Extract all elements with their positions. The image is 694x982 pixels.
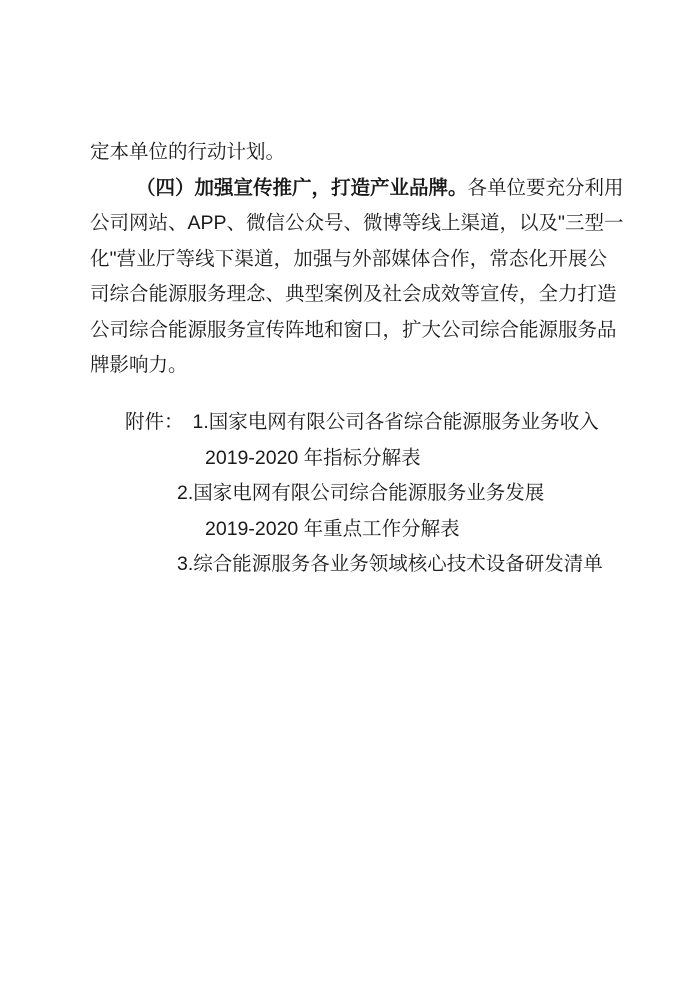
attachment-row — [125, 405, 650, 441]
attachments-block — [90, 405, 650, 583]
paragraph-trailing-line: 定本单位的行动计划。 — [90, 141, 286, 163]
paragraph-last-line: 牌影响力。 — [90, 354, 188, 376]
attachment-item-continuation: 2019-2020 年指标分解表 — [205, 446, 421, 469]
attachment-item-title: 2.国家电网有限公司综合能源服务业务发展 — [177, 482, 545, 504]
attachment-item-title: 3.综合能源服务各业务领域核心技术设备研发清单 — [177, 553, 603, 575]
attachment-item-title: 1.国家电网有限公司各省综合能源服务业务收入 — [192, 411, 599, 433]
section-heading-bold: （四）加强宣传推广，打造产业品牌。 — [136, 176, 468, 199]
section-heading-rest: 各单位要充分利用 — [467, 176, 624, 199]
attachment-item-continuation: 2019-2020 年重点工作分解表 — [205, 517, 460, 540]
paragraph-line: 司综合能源服务理念、典型案例及社会成效等宣传，全力打造 — [90, 283, 617, 305]
paragraph-line: 公司综合能源服务宣传阵地和窗口，扩大公司综合能源服务品 — [90, 318, 617, 341]
paragraph-line: 公司网站、APP、微信公众号、微博等线上渠道，以及"三型一 — [90, 212, 624, 234]
paragraph-line: 化"营业厅等线下渠道，加强与外部媒体合作，常态化开展公 — [90, 247, 607, 270]
document-body — [90, 135, 624, 384]
attachments-label: 附件： — [125, 411, 184, 433]
section-heading-line — [90, 171, 624, 207]
